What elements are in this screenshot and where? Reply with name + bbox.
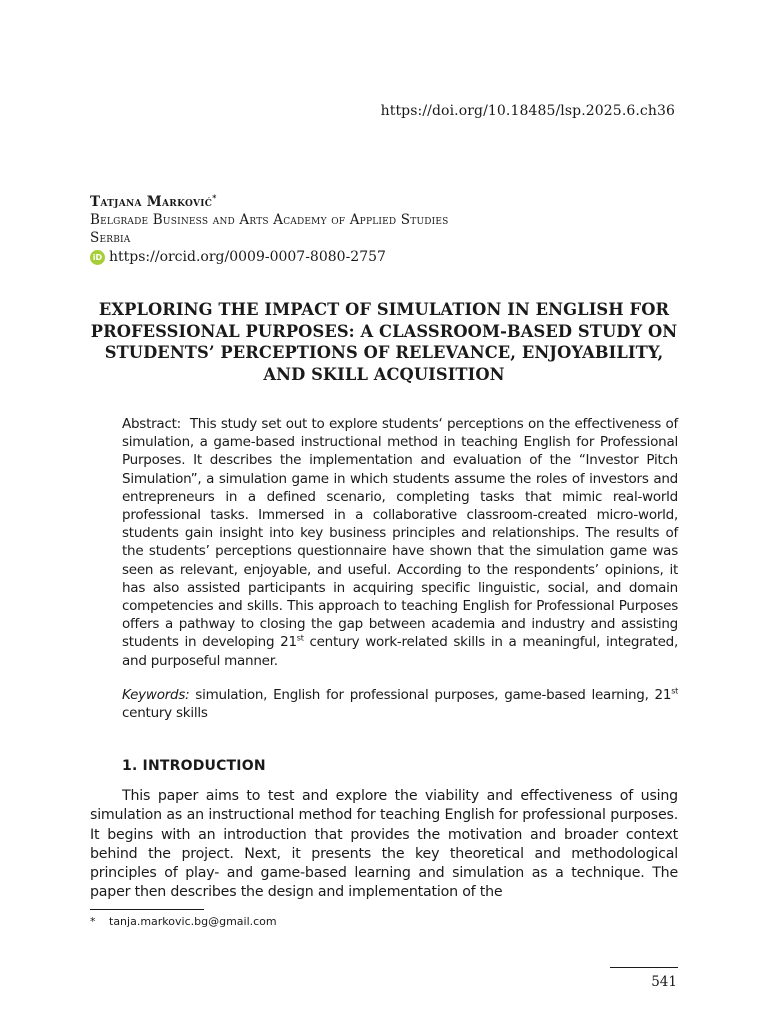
author-name — [90, 193, 690, 211]
page-number: 541 — [651, 974, 677, 990]
keywords-label: Keywords: — [122, 687, 190, 703]
author-block — [90, 193, 690, 267]
orcid-icon: iD — [90, 250, 105, 265]
abstract-sup: st — [296, 633, 304, 643]
footnote-marker: * — [90, 915, 96, 928]
orcid-link[interactable]: https://orcid.org/0009-0007-8080-2757 — [109, 249, 386, 265]
footnote-divider — [90, 909, 204, 910]
keywords — [122, 686, 678, 722]
section-heading-introduction: 1. INTRODUCTION — [122, 758, 266, 774]
introduction-paragraph: This paper aims to test and explore the viability and effectiveness of using simulation as an instructional method for teaching English for professional purposes. It begins with an introduction that provides the motivation and broader context behind the project. Next, it presents the key theoretical and methodological principles of play- and game-based learning and simulation as a technique. The paper then describes the design and implementation of the — [90, 788, 678, 901]
footnote-email[interactable]: tanja.markovic.bg@gmail.com — [109, 915, 277, 928]
author-affiliation: Belgrade Business and Arts Academy of Applied Studies — [90, 212, 449, 228]
page-number-divider — [610, 967, 678, 968]
author-footnote-marker: * — [212, 192, 217, 203]
keywords-text-end: century skills — [122, 705, 208, 722]
orcid-line — [90, 247, 690, 267]
abstract-label: Abstract: — [122, 416, 181, 432]
doi-link[interactable]: https://doi.org/10.18485/lsp.2025.6.ch36 — [380, 103, 675, 119]
author-name-text: Tatjana Marković — [90, 194, 213, 210]
keywords-text: simulation, English for professional purposes, game-based learning, 21 — [189, 687, 672, 703]
abstract-text-end: century work-related skills in a meaningful, integrated, and purposeful manner. — [122, 634, 678, 669]
author-country: Serbia — [90, 230, 131, 246]
paper-title: EXPLORING THE IMPACT OF SIMULATION IN ENGLISH FOR PROFESSIONAL PURPOSES: A CLASSROOM-BASED STUDY ON STUDENTS’ PERCEPTIONS OF RELEVANCE, ENJOYABILITY, AND SKILL ACQUISITION — [90, 300, 678, 384]
footnote — [90, 915, 277, 928]
keywords-sup: st — [671, 686, 678, 696]
abstract-text: This study set out to explore students‘ perceptions on the effectiveness of simulation, a game-based instructional method in teaching English for Professional Purposes. It describes the implementation and evaluation of the “Investor Pitch Simulation”, a simulation game in which students assume the roles of investors and entrepreneurs in a defined scenario, completing tasks that mimic real-world professional tasks. Immersed in a collaborative classroom-created micro-world, students gain insight into key business principles and relationships. The results of the students’ perceptions questionnaire have shown that the simulation game was seen as relevant, enjoyable, and useful. According to the respondents’ opinions, it has also assisted participants in acquiring specific linguistic, social, and domain competencies and skills. This approach to teaching English for Professional Purposes offers a pathway to closing the gap between academia and industry and assisting students in developing 21 — [122, 416, 678, 651]
abstract — [122, 415, 678, 670]
